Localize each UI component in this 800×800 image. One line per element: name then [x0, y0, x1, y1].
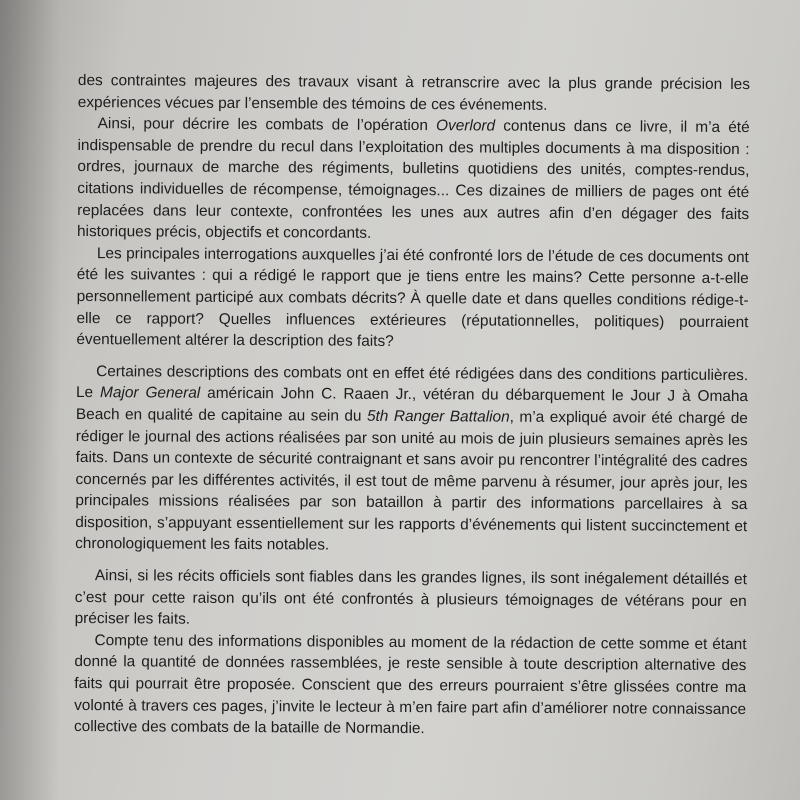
battalion-name: 5th Ranger Battalion [366, 407, 510, 426]
page-gutter-shadow [0, 0, 60, 800]
paragraph-3 [76, 243, 749, 355]
paragraph-4-text-a: Certaines descriptions des combats ont en effet été rédigées dans des conditions particulières. Le [75, 362, 749, 402]
paragraph-1-text: des contraintes majeures des travaux visant à retranscrire avec la plus grande précision les expériences vécues par l’ensemble des témoins de ces événements. [77, 71, 750, 114]
paragraph-2-text-a: Ainsi, pour décrire les combats de l’opération [97, 115, 437, 135]
operation-name: Overlord [436, 117, 496, 135]
rank-title: Major General [100, 384, 201, 403]
paragraph-1 [78, 70, 750, 117]
paragraph-6-text: Compte tenu des informations disponibles au moment de la rédaction de cette somme et étant donné la quantité de données rassemblées, je reste sensible à toute description alternative des faits qui pourrait être proposée. Conscient que des erreurs pourraient s’être glissées contre ma volonté à travers ces pages, j’invite le lecteur à m’en faire part afin d’améliorer notre connaissance collective des combats de la bataille de Normandie. [73, 631, 747, 738]
paragraph-6 [74, 630, 747, 742]
paragraph-4 [75, 361, 748, 559]
paragraph-2 [77, 113, 750, 247]
body-text [74, 70, 750, 742]
paragraph-5 [75, 565, 747, 634]
paragraph-5-text: Ainsi, si les récits officiels sont fiables dans les grandes lignes, ils sont inégalement détaillés et c’est pour cette raison qu’ils ont été confrontés à plusieurs témoignages de vétérans pour en préciser les faits. [74, 567, 747, 628]
paragraph-4-text-b: américain John C. Raaen Jr., vétéran du débarquement le Jour J à Omaha Beach en qualité de capitaine au sein du [75, 385, 749, 425]
paragraph-2-text-b: contenus dans ce livre, il m’a été indispensable de prendre du recul dans l’exploitation des multiples documents à ma disposition : ordres, journaux de marche des régiments, bulletins quotidiens des unités, comptes-rendus, citations individuelles de récompense, témoignages... Ces dizaines de milliers de pages ont été replacées dans leur contexte, confrontées les unes aux autres afin d’en dégager des faits historiques précis, objectifs et concordants. [76, 117, 750, 242]
paragraph-3-text: Les principales interrogations auxquelles j’ai été confronté lors de l’étude de ces documents ont été les suivantes : qui a rédigé le rapport que je tiens entre les mains? Cette personne a-t-elle personnellement participé aux combats décrits? À quelle date et dans quelles conditions rédige-t-elle ce rapport? Quelles influences extérieures (réputationnelles, politiques) pourraient éventuellement altérer la description des faits? [76, 244, 749, 351]
paragraph-4-text-c: , m’a expliqué avoir été chargé de rédiger le journal des actions réalisées par son unité au mois de juin plusieurs semaines après les faits. Dans un contexte de sécurité contraignant et sans avoir pu rencontrer l’intégralité des cadres concernés par les différentes activités, il est tout de même parvenu à résumer, jour après jour, les principales missions réalisées par son bataillon à partir des informations parcellaires à sa disposition, s’appuyant essentiellement sur les rapports d’événements qui listent succinctement et chronologiquement les faits notables. [75, 408, 748, 555]
